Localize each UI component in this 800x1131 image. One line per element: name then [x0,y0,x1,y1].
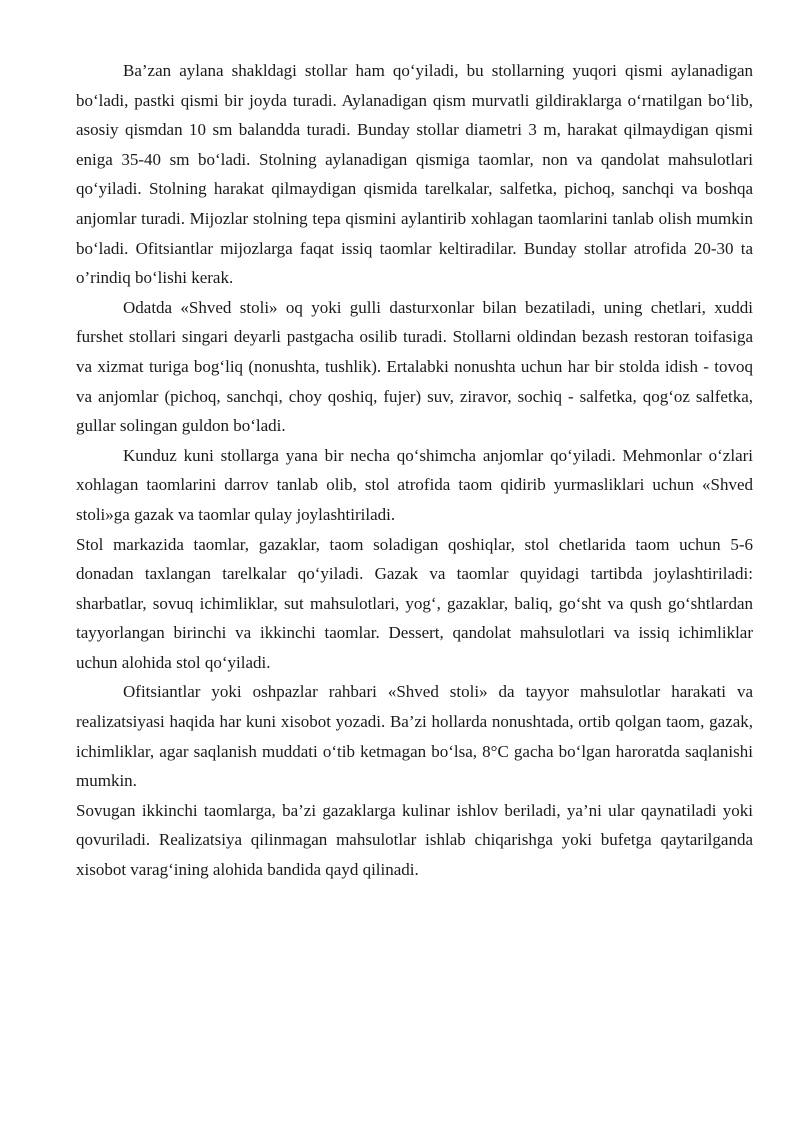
paragraph-4: Stol markazida taomlar, gazaklar, taom soladigan qoshiqlar, stol chetlarida taom uchun 5-6 donadan taxlangan tarelkalar qo‘yiladi. Gazak va taomlar quyidagi tartibda joylashtiriladi: sharbatlar, sovuq ichimliklar, sut mahsulotlari, yog‘, gazaklar, baliq, go‘sht va qush go‘shtlardan tayyorlangan birinchi va ikkinchi taomlar. Dessert, qandolat mahsulotlari va issiq ichimliklar uchun alohida stol qo‘yiladi. [76,534,753,672]
paragraph-1: Ba’zan aylana shakldagi stollar ham qo‘yiladi, bu stollarning yuqori qismi aylanadigan bo‘ladi, pastki qismi bir joyda turadi. Aylanadigan qism murvatli gildiraklarga o‘rnatilgan bo‘lib, asosiy qismdan 10 sm balandda turadi. Bunday stollar diametri 3 m, harakat qilmaydigan qismi eniga 35-40 sm bo‘ladi. Stolning aylanadigan qismiga taomlar, non va qandolat mahsulotlari qo‘yiladi. Stolning harakat qilmaydigan qismida tarelkalar, salfetka, pichoq, sanchqi va boshqa anjomlar turadi. Mijozlar stolning tepa qismini aylantirib xohlagan taomlarini tanlab olish mumkin bo‘ladi. Ofitsiantlar mijozlarga faqat issiq taomlar keltiradilar. Bunday stollar atrofida 20-30 ta o’rindiq bo‘lishi kerak. [76,61,753,288]
paragraph-5: Ofitsiantlar yoki oshpazlar rahbari «Shved stoli» da tayyor mahsulotlar harakati va realizatsiyasi haqida har kuni xisobot yozadi. Ba’zi hollarda nonushtada, ortib qolgan taom, gazak, ichimliklar, agar saqlanish muddati o‘tib ketmagan bo‘lsa, 8°C gacha bo‘lgan haroratda saqlanishi mumkin. [76,682,753,791]
paragraph-3: Kunduz kuni stollarga yana bir necha qo‘shimcha anjomlar qo‘yiladi. Mehmonlar o‘zlari xohlagan taomlarini darrov tanlab olib, stol atrofida taom qidirib yurmasliklari uchun «Shved stoli»ga gazak va taomlar qulay joylashtiriladi. [76,445,753,524]
paragraph-2: Odatda «Shved stoli» oq yoki gulli dasturxonlar bilan bezatiladi, uning chetlari, xuddi furshet stollari singari deyarli pastgacha osilib turadi. Stollarni oldindan bezash restoran toifasiga va xizmat turiga bog‘liq (nonushta, tushlik). Ertalabki nonushta uchun har bir stolda idish - tovoq va anjomlar (pichoq, sanchqi, choy qoshiq, fujer) suv, ziravor, sochiq - salfetka, qog‘oz salfetka, gullar solingan guldon bo‘ladi. [76,297,753,436]
paragraph-6: Sovugan ikkinchi taomlarga, ba’zi gazaklarga kulinar ishlov beriladi, ya’ni ular qaynatiladi yoki qovuriladi. Realizatsiya qilinmagan mahsulotlar ishlab chiqarishga yoki bufetga qaytarilganda xisobot varag‘ining alohida bandida qayd qilinadi. [76,800,753,880]
document-page [76,56,753,885]
